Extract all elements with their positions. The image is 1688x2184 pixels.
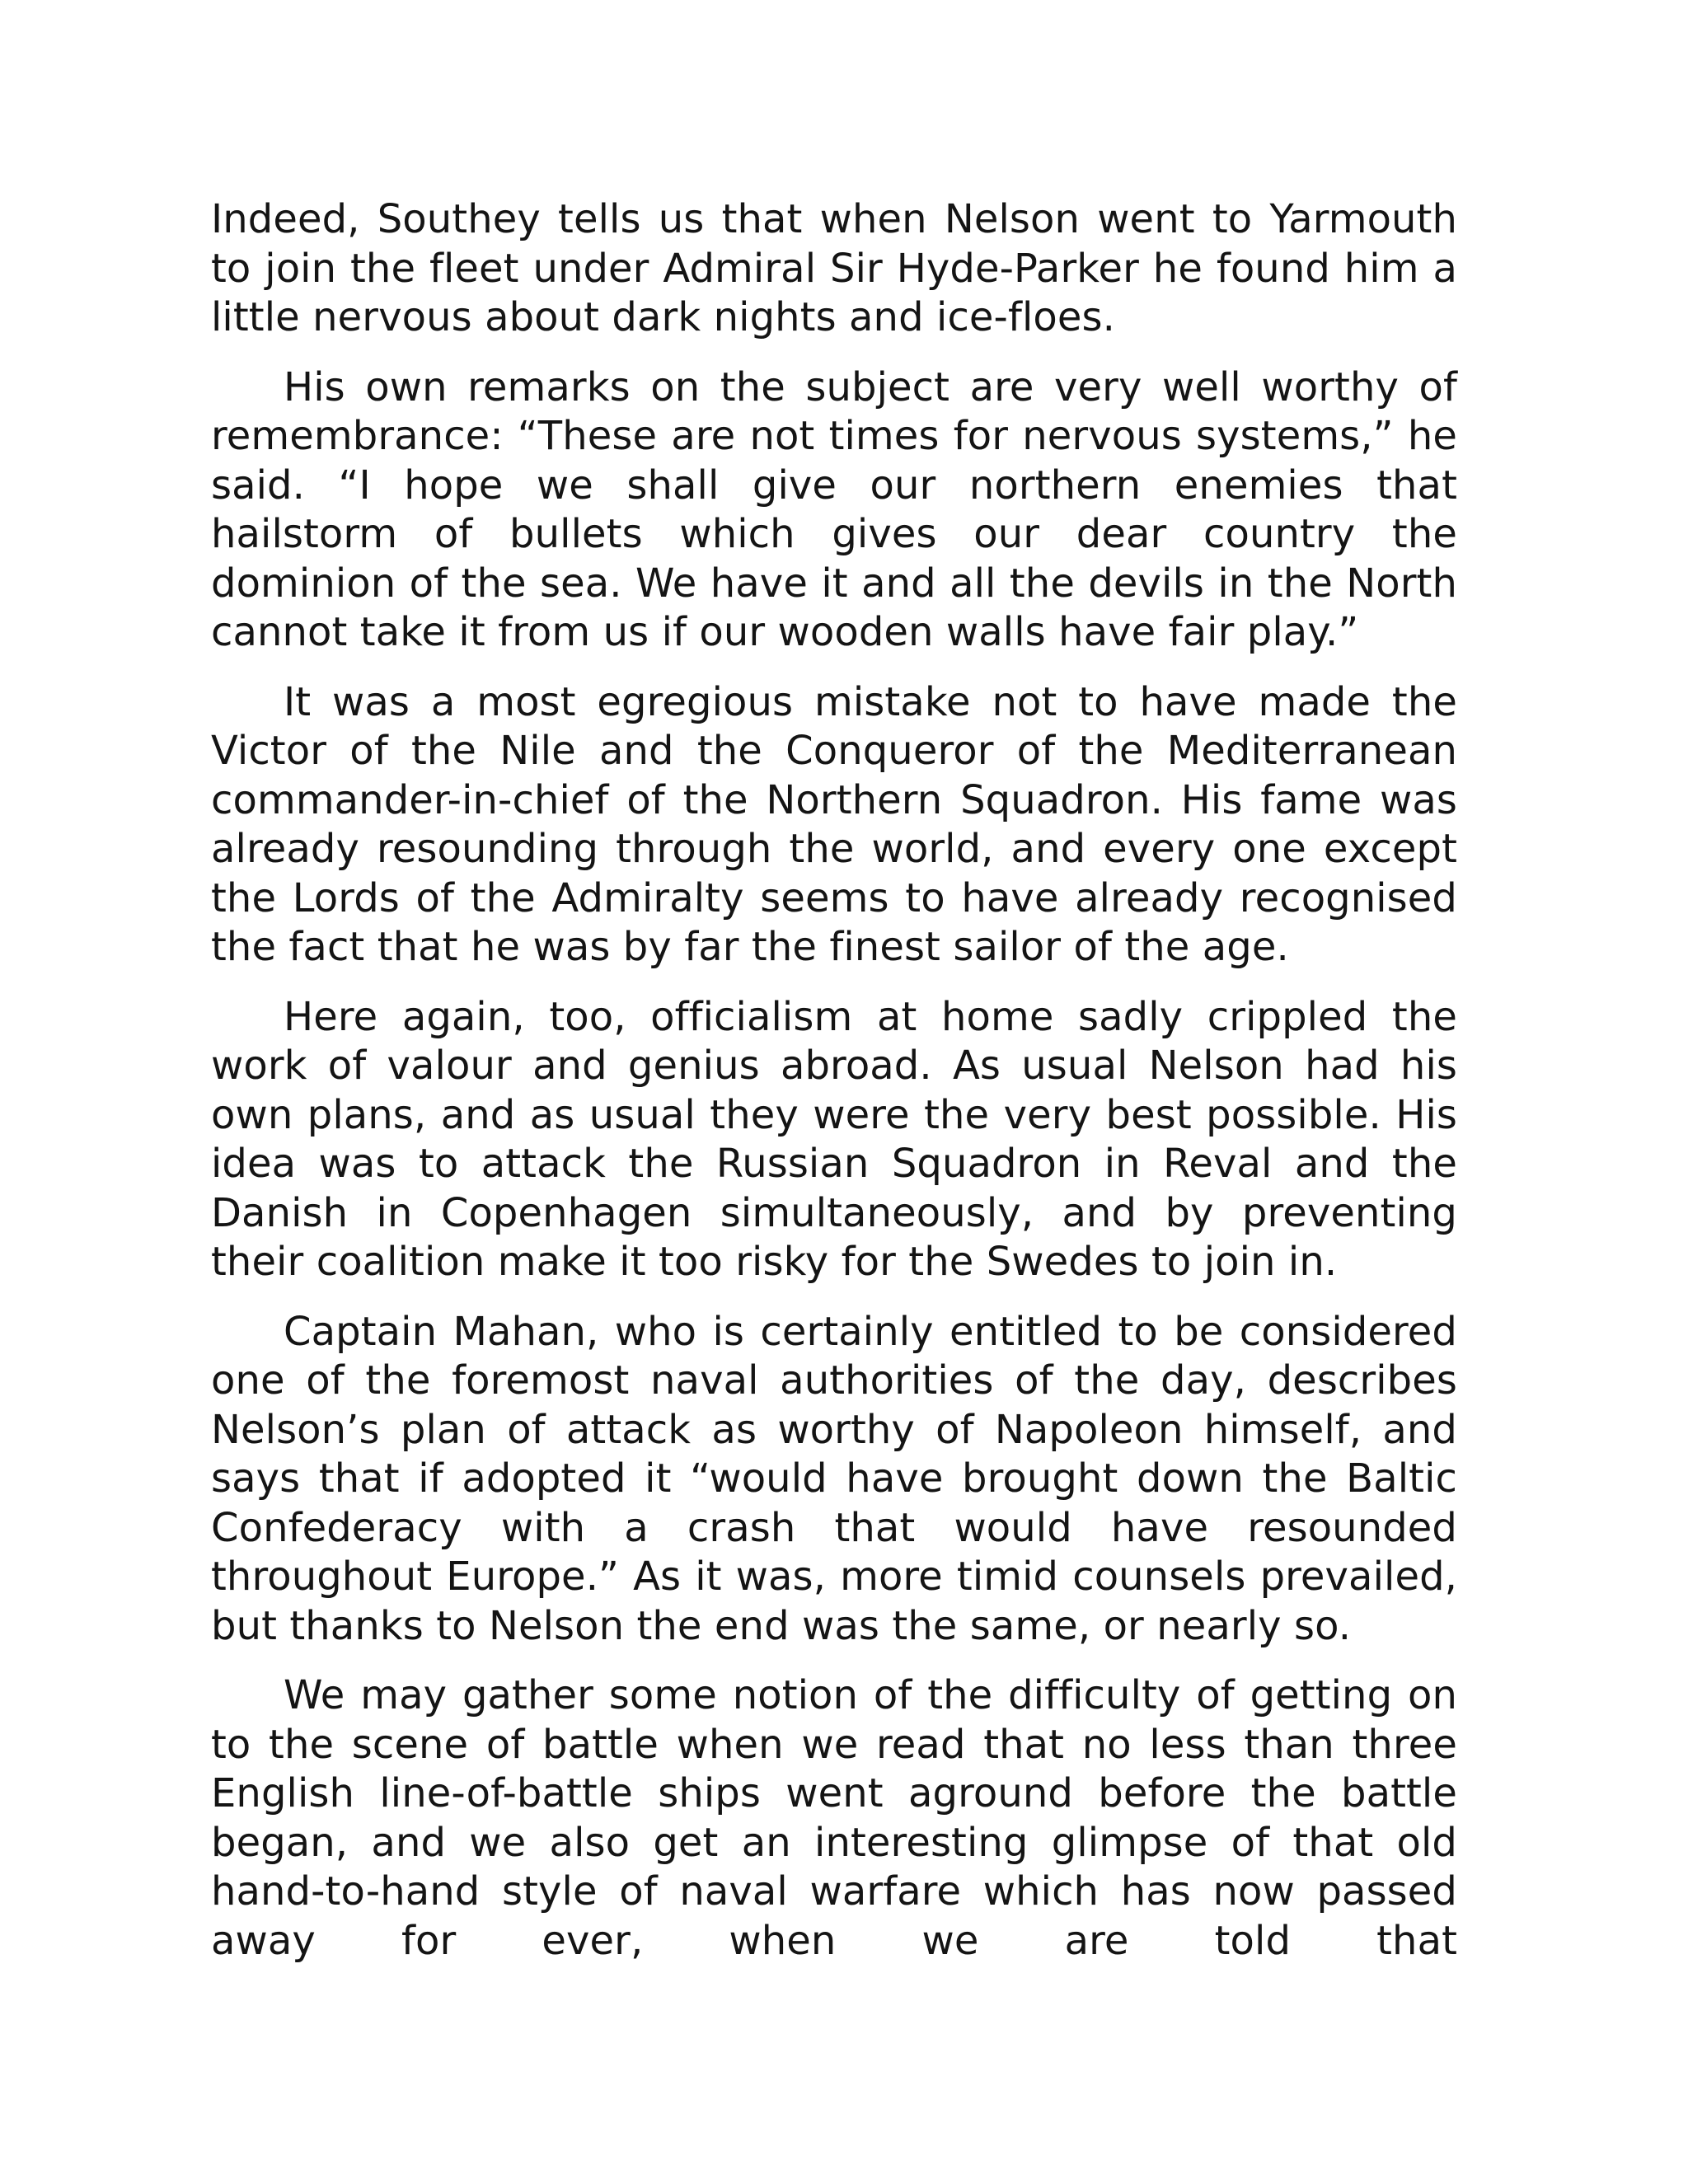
paragraph-1: Indeed, Southey tells us that when Nelson went to Yarmouth to join the fleet under Admiral Sir Hyde-Parker he found him a little nervous about dark nights and ice-floes. (211, 196, 1457, 340)
paragraph-2: His own remarks on the subject are very well worthy of remembrance: “These are not times for nervous systems,” he said. “I hope we shall give our northern enemies that hailstorm of bullets which gives our dear country the dominion of the sea. We have it and all the devils in the North cannot take it from us if our wooden walls have fair play.” (211, 363, 1457, 655)
paragraph-6: We may gather some notion of the difficulty of getting on to the scene of battle when we read that no less than three English line-of-battle ships went aground before the battle began, and we also get an interesting glimpse of that old hand-to-hand style of naval warfare which has now passed away for ever, when we are told that (211, 1672, 1457, 1964)
paragraph-4: Here again, too, officialism at home sadly crippled the work of valour and genius abroad. As usual Nelson had his own plans, and as usual they were the very best possible. His idea was to attack the Russian Squadron in Reval and the Danish in Copenhagen simultaneously, and by preventing their coalition make it too risky for the Swedes to join in. (211, 993, 1457, 1285)
document-page (211, 195, 1457, 1966)
paragraph-5: Captain Mahan, who is certainly entitled to be considered one of the foremost naval authorities of the day, describes Nelson’s plan of attack as worthy of Napoleon himself, and says that if adopted it “would have brought down the Baltic Confederacy with a crash that would have resounded throughout Europe.” As it was, more timid counsels prevailed, but thanks to Nelson the end was the same, or nearly so. (211, 1308, 1457, 1649)
paragraph-3: It was a most egregious mistake not to have made the Victor of the Nile and the Conqueror of the Mediterranean commander-in-chief of the Northern Squadron. His fame was already resounding through the world, and every one except the Lords of the Admiralty seems to have already recognised the fact that he was by far the finest sailor of the age. (211, 678, 1457, 970)
